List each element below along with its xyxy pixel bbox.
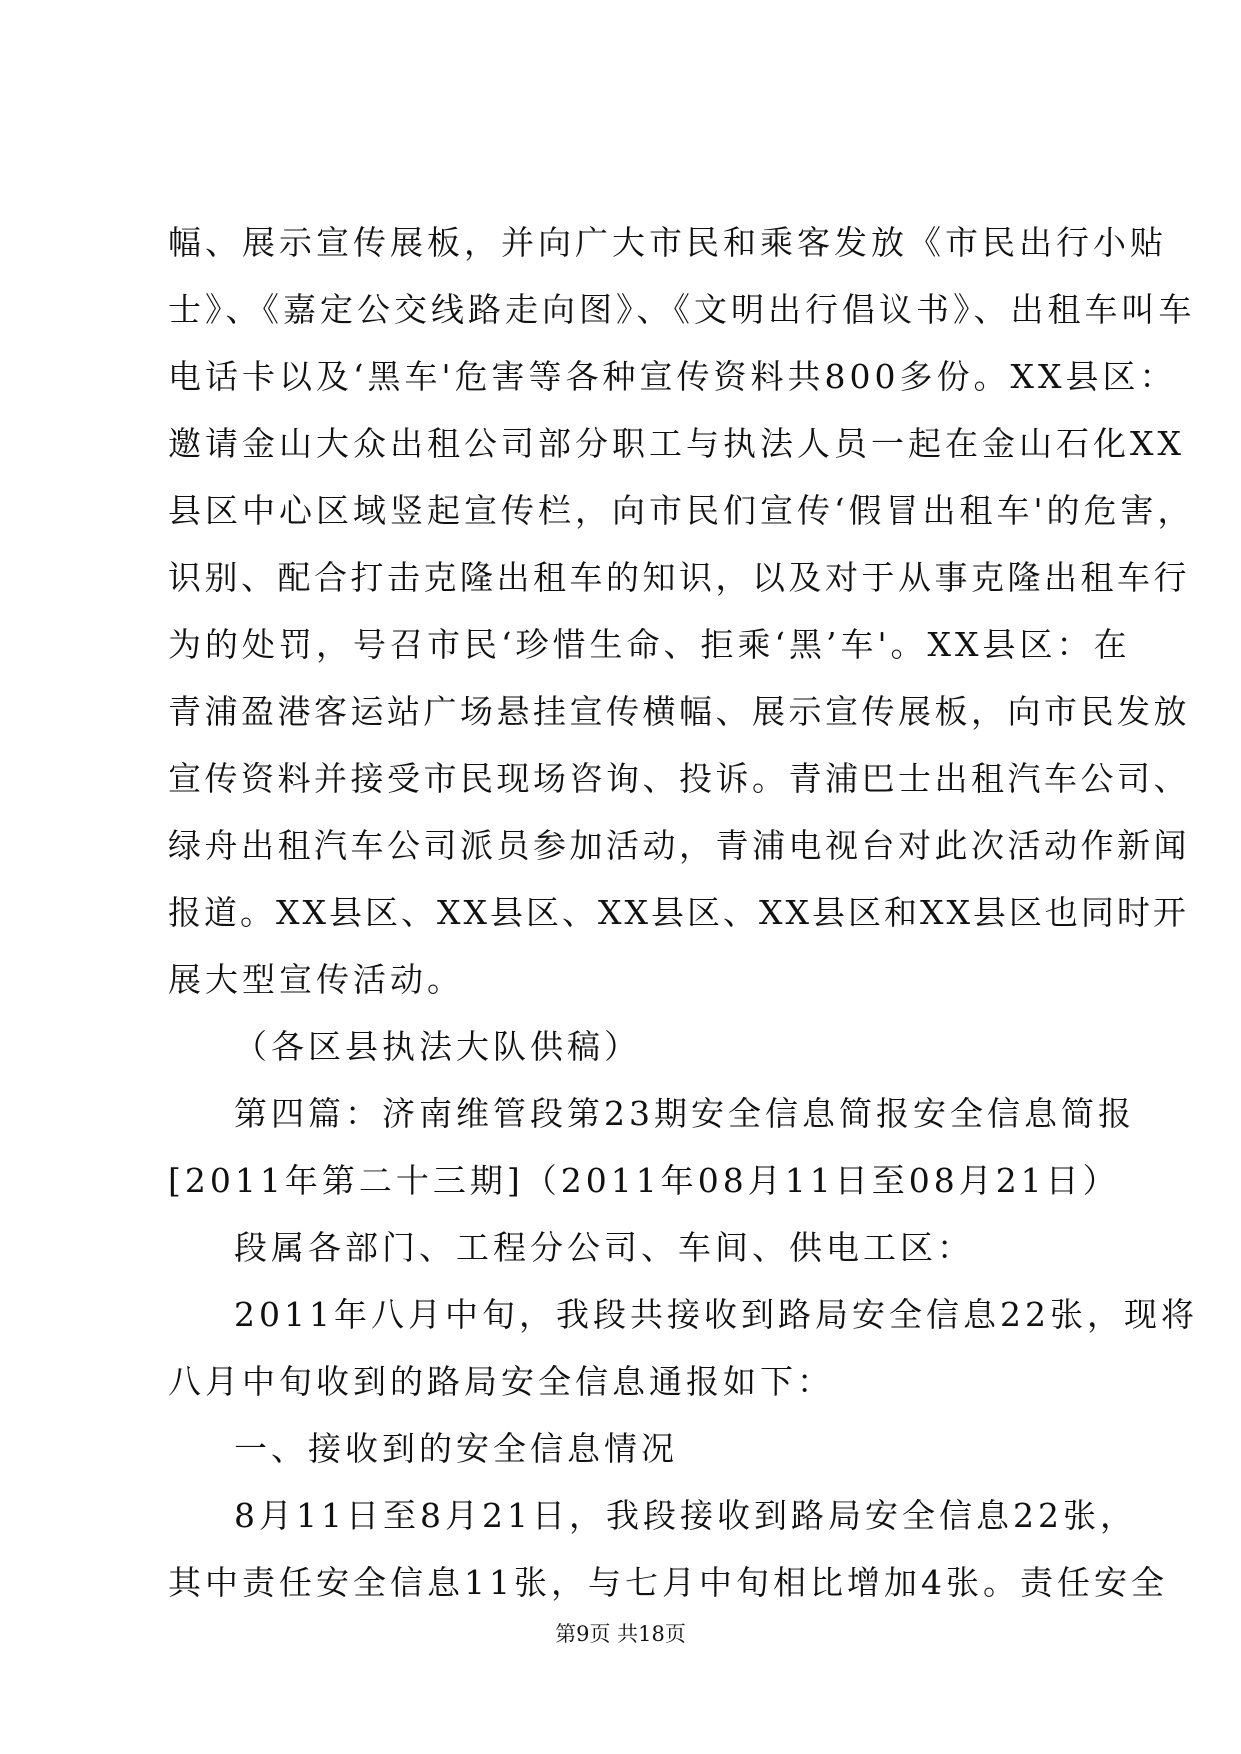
source-credit-line: （各区县执法大队供稿） — [234, 1027, 641, 1066]
body-line-8: 青浦盈港客运站广场悬挂宣传横幅、展示宣传展板，向市民发放 — [168, 692, 1190, 731]
body-line-1: 幅、展示宣传展板，并向广大市民和乘客发放《市民出行小贴 — [168, 223, 1167, 262]
body-line-11: 报道。XX县区、XX县区、XX县区、XX县区和XX县区也同时开 — [168, 893, 1189, 932]
page-footer: 第9页 共18页 — [555, 1622, 686, 1646]
body-line-21: 其中责任安全信息11张，与七月中旬相比增加4张。责任安全 — [168, 1563, 1168, 1602]
article-title-line-1: 第四篇：济南维管段第23期安全信息简报安全信息简报 — [234, 1094, 1135, 1133]
body-line-7: 为的处罚，号召市民‘珍惜生命、拒乘‘黑’车'。XX县区：在 — [168, 625, 1131, 664]
body-line-4: 邀请金山大众出租公司部分职工与执法人员一起在金山石化XX — [168, 424, 1185, 463]
body-line-9: 宣传资料并接受市民现场咨询、投诉。青浦巴士出租汽车公司、 — [168, 759, 1190, 798]
body-line-5: 县区中心区域竖起宣传栏，向市民们宣传‘假冒出租车'的危害， — [168, 491, 1195, 530]
body-line-10: 绿舟出租汽车公司派员参加活动，青浦电视台对此次活动作新闻 — [168, 826, 1190, 865]
body-line-18: 八月中旬收到的路局安全信息通报如下： — [168, 1362, 834, 1401]
section-heading-1: 一、接收到的安全信息情况 — [234, 1429, 678, 1468]
body-line-17: 2011年八月中旬，我段共接收到路局安全信息22张，现将 — [234, 1295, 1198, 1334]
body-line-20: 8月11日至8月21日，我段接收到路局安全信息22张， — [234, 1496, 1137, 1535]
article-title-line-2: [2011年第二十三期]（2011年08月11日至08月21日） — [168, 1161, 1120, 1200]
body-line-2: 士》、《嘉定公交线路走向图》、《文明出行倡议书》、出租车叫车 — [168, 290, 1196, 329]
body-line-12: 展大型宣传活动。 — [168, 960, 464, 999]
salutation-line: 段属各部门、工程分公司、车间、供电工区： — [234, 1228, 974, 1267]
body-line-6: 识别、配合打击克隆出租车的知识，以及对于从事克隆出租车行 — [168, 558, 1190, 597]
body-line-3: 电话卡以及‘黑车'危害等各种宣传资料共800多份。XX县区： — [168, 357, 1177, 396]
